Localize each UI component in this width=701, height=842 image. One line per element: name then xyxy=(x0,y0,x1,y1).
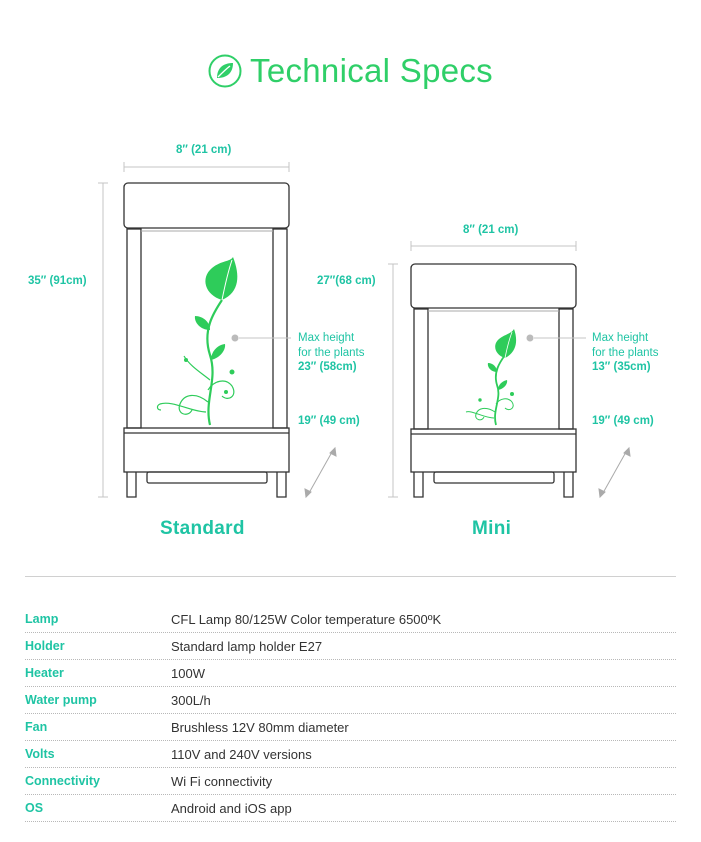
standard-plant-note-line2: for the plants xyxy=(298,346,365,359)
spec-value: 110V and 240V versions xyxy=(171,746,312,762)
mini-plant-callout xyxy=(527,335,587,342)
spec-row-water-pump xyxy=(25,687,676,714)
specs-table xyxy=(25,606,676,822)
spec-value: Brushless 12V 80mm diameter xyxy=(171,719,349,735)
standard-model-name: Standard xyxy=(160,518,245,539)
standard-diagonal-dimension xyxy=(305,448,336,497)
mini-cabinet xyxy=(411,264,576,497)
standard-plant-note-line3: 23″ (58cm) xyxy=(298,361,357,373)
spec-value: CFL Lamp 80/125W Color temperature 6500ºK xyxy=(171,611,442,627)
section-divider xyxy=(25,576,676,577)
spec-name: Connectivity xyxy=(25,774,101,788)
spec-row-connectivity xyxy=(25,768,676,795)
spec-row-heater xyxy=(25,660,676,687)
standard-width-label: 8″ (21 cm) xyxy=(176,144,232,156)
spec-name: OS xyxy=(25,801,44,815)
spec-row-fan xyxy=(25,714,676,741)
mini-diagonal-label: 19″ (49 cm) xyxy=(592,415,654,427)
standard-plant xyxy=(157,257,237,425)
standard-width-dimension xyxy=(124,162,289,172)
standard-plant-callout xyxy=(232,335,292,342)
mini-width-dimension xyxy=(411,241,576,251)
spec-value: 300L/h xyxy=(171,692,211,708)
mini-diagonal-dimension xyxy=(599,448,630,497)
spec-name: Volts xyxy=(25,747,55,761)
spec-row-holder xyxy=(25,633,676,660)
mini-plant-note xyxy=(592,331,658,375)
mini-plant-note-line1: Max height xyxy=(592,332,649,344)
mini-height-label: 27″(68 cm) xyxy=(317,275,376,287)
spec-row-volts xyxy=(25,741,676,768)
spec-name: Holder xyxy=(25,639,65,653)
spec-row-lamp xyxy=(25,606,676,633)
spec-name: Water pump xyxy=(25,693,97,707)
mini-plant-note-line2: for the plants xyxy=(592,346,659,359)
spec-name: Heater xyxy=(25,666,64,680)
standard-height-label: 35″ (91cm) xyxy=(28,275,87,287)
mini-plant-note-line3: 13″ (35cm) xyxy=(592,361,651,373)
page-title-text: Technical Specs xyxy=(250,52,493,89)
spec-value: Wi Fi connectivity xyxy=(171,773,273,789)
spec-name: Fan xyxy=(25,720,48,734)
standard-plant-note xyxy=(298,331,364,375)
spec-name: Lamp xyxy=(25,612,59,626)
spec-value: 100W xyxy=(171,665,205,681)
spec-value: Standard lamp holder E27 xyxy=(171,638,323,654)
spec-value: Android and iOS app xyxy=(171,800,292,816)
standard-diagram xyxy=(98,162,336,497)
mini-height-dimension xyxy=(388,264,398,497)
mini-model-name: Mini xyxy=(472,518,512,539)
spec-row-os xyxy=(25,795,676,822)
mini-width-label: 8″ (21 cm) xyxy=(463,224,519,236)
standard-diagonal-label: 19″ (49 cm) xyxy=(298,415,360,427)
standard-plant-note-line1: Max height xyxy=(298,332,355,344)
standard-height-dimension xyxy=(98,183,108,497)
mini-plant xyxy=(466,329,516,425)
